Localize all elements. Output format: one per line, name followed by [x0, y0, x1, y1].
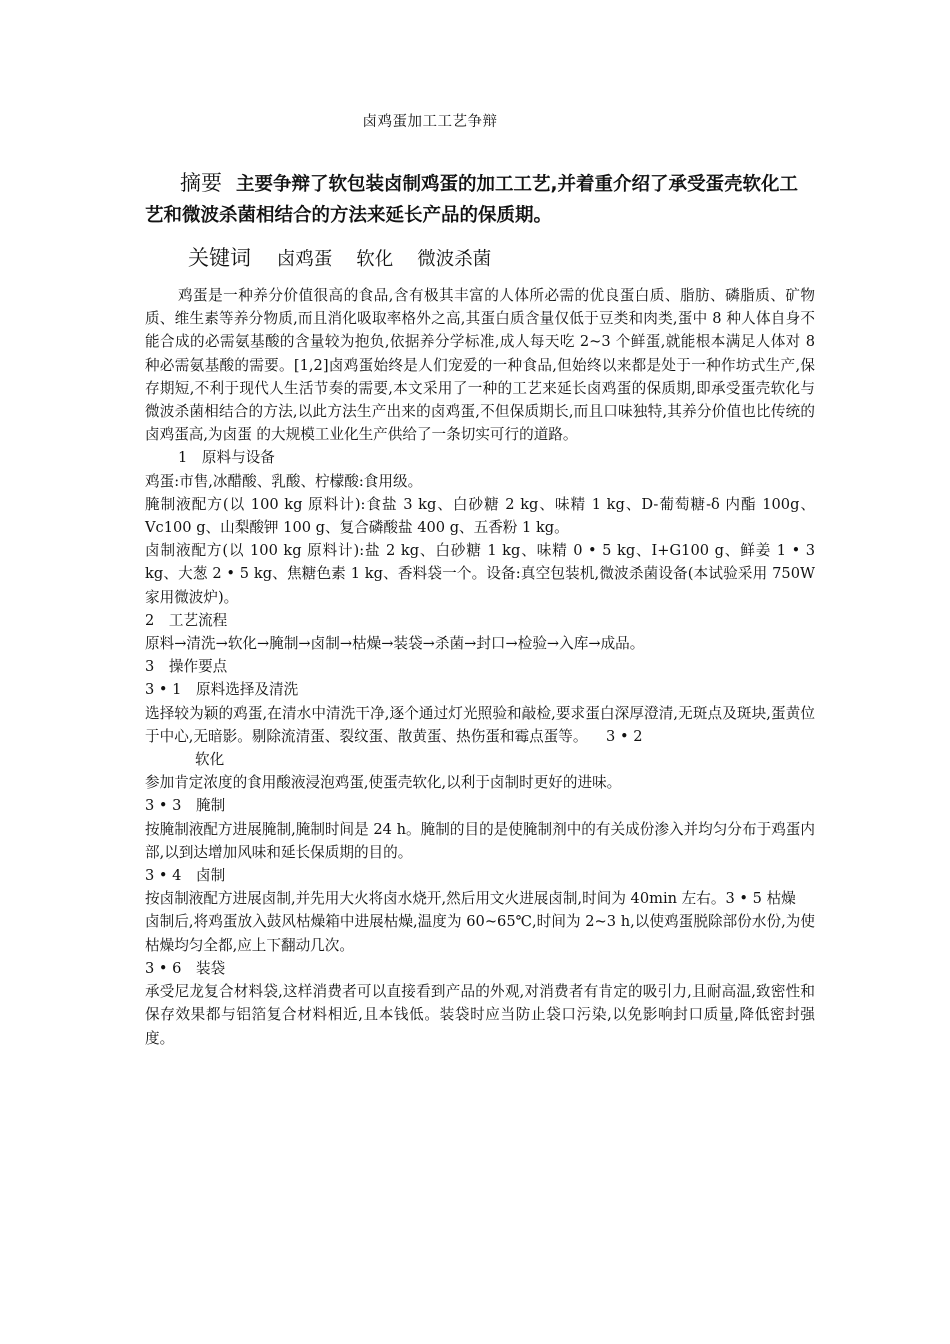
keyword-item: 卤鸡蛋: [276, 249, 333, 270]
abstract: [145, 168, 815, 231]
section-heading: 1 原料与设备: [178, 449, 275, 467]
subsection-heading: 3 • 3 腌制: [145, 797, 226, 815]
subsection-heading: 3 • 4 卤制: [145, 867, 226, 885]
subsection-heading: 软化: [195, 751, 225, 769]
keywords: [188, 242, 509, 272]
document-body: [145, 284, 815, 1050]
paragraph-text: 按卤制液配方进展卤制,并先用大火将卤水烧开,然后用文火进展卤制,时间为 40min 左右。: [145, 890, 726, 908]
paragraph: 卤制后,将鸡蛋放入鼓风枯燥箱中进展枯燥,温度为 60~65℃,时间为 2~3 h,以使鸡蛋脱除部份水份,为使枯燥均匀全都,应上下翻动几次。: [145, 913, 815, 954]
keyword-item: 微波杀菌: [417, 249, 492, 270]
subsection-heading: 3 • 1 原料选择及清洗: [145, 681, 299, 699]
paragraph: [145, 702, 815, 748]
section-heading: 3 操作要点: [145, 658, 228, 676]
subsection-number: 3 • 2: [606, 727, 643, 745]
abstract-text: 主要争辩了软包装卤制鸡蛋的加工工艺,并着重介绍了承受蛋壳软化工艺和微波杀菌相结合的方法来延长产品的保质期。: [145, 174, 799, 226]
paragraph: 参加肯定浓度的食用酸液浸泡鸡蛋,使蛋壳软化,以利于卤制时更好的进味。: [145, 774, 622, 792]
keyword-item: 软化: [356, 249, 394, 270]
intro-paragraph: 鸡蛋是一种养分价值很高的食品,含有极其丰富的人体所必需的优良蛋白质、脂肪、磷脂质、矿物质、维生素等养分物质,而且消化吸取率格外之高,其蛋白质含量仅低于豆类和肉类,蛋中 8 种人体自身不能合成的必需氨基酸的含量较为抱负,依据养分学标准,成人每天吃 2~3 个鲜蛋,就能根本满足人体对 8 种必需氨基酸的需要。[1,2]卤鸡蛋始终是人们宠爱的一种食品,但始终以来都是处于一种作坊式生产,保存期短,不利于现代人生活节奏的需要,本文采用了一种的工艺来延长卤鸡蛋的保质期,即承受蛋壳软化与微波杀菌相结合的方法,以此方法生产出来的卤鸡蛋,不但保质期长,而且口味独特,其养分价值也比传统的卤鸡蛋高,为卤蛋 的大规模工业化生产供给了一条切实可行的道路。: [145, 287, 815, 444]
subsection-heading: 3 • 6 装袋: [145, 959, 226, 977]
subsection-heading: 3 • 5 枯燥: [725, 890, 796, 908]
paragraph: [145, 887, 815, 910]
paragraph: 按腌制液配方进展腌制,腌制时间是 24 h。腌制的目的是使腌制剂中的有关成份渗入并均匀分布于鸡蛋内部,以到达增加风味和延长保质期的目的。: [145, 820, 815, 861]
paragraph-text: 选择较为颖的鸡蛋,在清水中清洗干净,逐个通过灯光照验和敲检,要求蛋白深厚澄清,无斑点及斑块,蛋黄位于中心,无暗影。剔除流清蛋、裂纹蛋、散黄蛋、热伤蛋和霉点蛋等。: [145, 704, 815, 745]
abstract-label: 摘要: [180, 171, 222, 195]
paragraph: 原料→清洗→软化→腌制→卤制→枯燥→装袋→杀菌→封口→检验→入库→成品。: [145, 635, 645, 653]
paragraph: 腌制液配方(以 100 kg 原料计):食盐 3 kg、白砂糖 2 kg、味精 1 kg、D-葡萄糖-δ 内酯 100g、Vc100 g、山梨酸钾 100 g、复合磷酸盐 400 g、五香粉 1 kg。: [145, 495, 815, 537]
paragraph: 鸡蛋:市售,冰醋酸、乳酸、柠檬酸:食用级。: [145, 472, 423, 490]
paragraph: 卤制液配方(以 100 kg 原料计):盐 2 kg、白砂糖 1 kg、味精 0 • 5 kg、I+G100 g、鲜姜 1 • 3 kg、大葱 2 • 5 kg、焦糖色素 1 kg、香料袋一个。设备:真空包装机,微波杀菌设备(本试验采用 750W 家用微波炉)。: [145, 542, 815, 606]
keywords-label: 关键词: [188, 246, 251, 270]
paragraph: 承受尼龙复合材料袋,这样消费者可以直接看到产品的外观,对消费者有肯定的吸引力,且耐高温,致密性和保存效果都与铝箔复合材料相近,且本钱低。装袋时应当防止袋口污染,以免影响封口质量,降低密封强度。: [145, 983, 815, 1047]
section-heading: 2 工艺流程: [145, 611, 228, 629]
document-title: 卤鸡蛋加工工艺争辩: [362, 114, 498, 130]
